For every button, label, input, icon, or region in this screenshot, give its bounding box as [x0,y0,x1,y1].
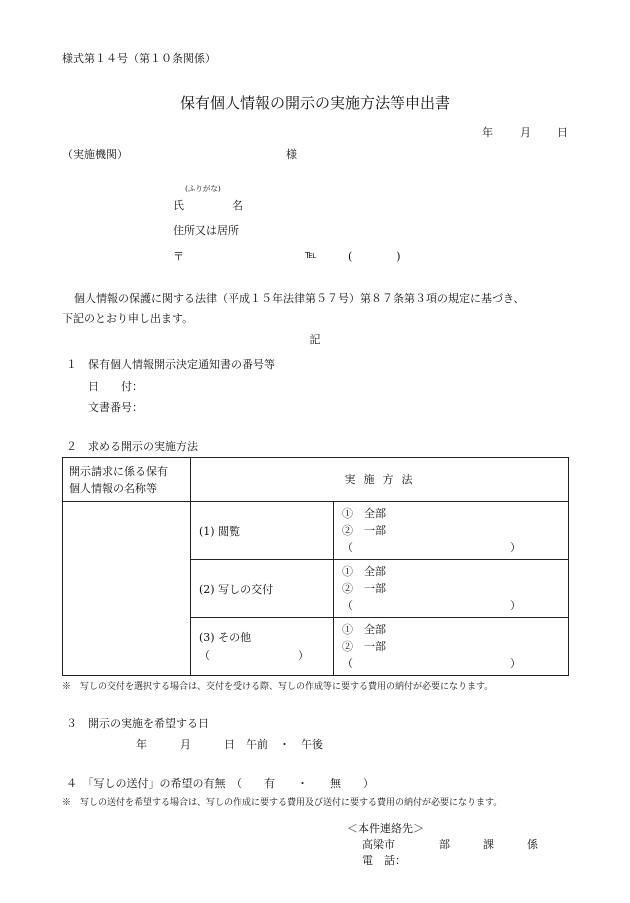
paren-open: （ [342,599,353,612]
paren-open: （ [342,657,353,670]
option-paren-line [342,539,568,556]
ki-marker: 記 [309,333,321,346]
option-partial[interactable]: ② 一部 [342,640,386,653]
contact-org-line: 高梁市 部 課 係 [362,838,538,851]
document-title: 保有個人情報の開示の実施方法等申出書 [179,94,450,112]
info-name-header-line1: 開示請求に係る保有 [69,464,168,478]
method-label: (1) 閲覧 [199,524,241,538]
section1-heading: １ 保有個人情報開示決定通知書の番号等 [66,358,275,371]
date-month-label: 月 [520,126,531,139]
methods-table [62,457,569,676]
section2-heading: ２ 求める開示の実施方法 [66,440,198,453]
method-label: (3) その他 [199,630,252,644]
option-all[interactable]: ① 全部 [342,565,386,578]
date-year-label: 年 [482,126,493,139]
postal-mark: 〒 [173,250,184,263]
option-all[interactable]: ① 全部 [342,623,386,636]
contact-heading: ＜本件連絡先＞ [347,822,424,835]
paren-close: ） [510,599,521,612]
contact-tel-line: 電 話： [362,854,406,867]
section1-doc-label: 文書番号： [88,401,143,414]
method-cell-copy [191,560,334,618]
option-cell-copy[interactable] [334,560,569,618]
option-all[interactable]: ① 全部 [342,507,386,520]
name-label-right: 名 [232,199,243,212]
option-paren-line [342,655,568,672]
option-partial[interactable]: ② 一部 [342,524,386,537]
method-cell-other [191,618,334,676]
option-cell-other[interactable] [334,618,569,676]
method-header: 実施方法 [191,458,569,502]
name-label-left: 氏 [173,199,184,212]
section3-heading: ３ 開示の実施を希望する日 [66,717,209,730]
section1-date-label: 日 付： [88,380,143,393]
info-name-header-line2: 個人情報の名称等 [69,481,157,495]
body-paragraph-line2: 下記のとおり申し出ます。 [62,312,194,325]
section4-note: ※ 写しの送付を希望する場合は、写しの作成に要する費用及び送付に要する費用の納付が必要になります。 [62,798,503,808]
info-name-header [63,458,191,502]
table-row [63,502,569,560]
method-cell-view [191,502,334,560]
section3-date-line: 年 月 日 午前 ・ 午後 [136,738,323,751]
agency-label: （実施機関） [62,148,128,161]
form-number: 様式第１４号（第１０条関係） [62,52,216,65]
method-label: (2) 写しの交付 [199,582,274,596]
option-partial[interactable]: ② 一部 [342,582,386,595]
option-paren-line [342,597,568,614]
option-cell-view[interactable] [334,502,569,560]
honorific: 様 [286,148,297,161]
info-name-cell[interactable] [63,502,191,676]
furigana-label: (ふりがな) [185,184,221,193]
tel-mark: ℡ [305,248,317,261]
address-label: 住所又は居所 [173,224,239,237]
body-paragraph-line1: 個人情報の保護に関する法律（平成１５年法律第５７号）第８７条第３項の規定に基づき、 [74,292,525,305]
date-day-label: 日 [557,126,568,139]
paren-close: ） [510,541,521,554]
table-header-row [63,458,569,502]
paren-close: ） [510,657,521,670]
section2-note: ※ 写しの交付を選択する場合は、交付を受ける際、写しの作成等に要する費用の納付が必要になります。 [62,682,494,692]
tel-paren: ( ) [348,250,401,263]
section4-heading: ４ 「写しの送付」の希望の有無 （ 有 ・ 無 ） [66,777,374,790]
paren-open: （ [342,541,353,554]
method-other-paren[interactable]: （ ） [199,648,309,662]
